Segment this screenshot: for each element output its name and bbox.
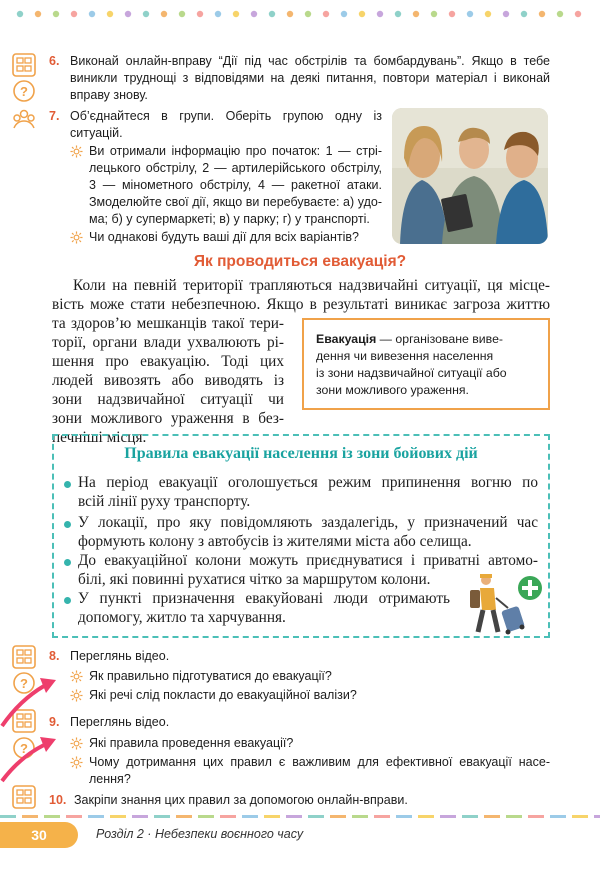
task-number: 8. (49, 649, 60, 663)
text-line: шення про евакуацію. Тоді цих (52, 353, 284, 370)
decorative-dot (269, 11, 275, 17)
decorative-dot (557, 11, 563, 17)
text-line: У пункті призначення евакуйовані люди отримають (78, 590, 450, 607)
footer-dash (242, 815, 258, 818)
decorative-dot (377, 11, 383, 17)
text-line: печніші місця. (52, 429, 147, 446)
decorative-dot (179, 11, 185, 17)
task-number: 10. (49, 793, 67, 807)
evacuee-with-suitcase-icon (464, 572, 546, 638)
footer-dash (88, 815, 104, 818)
group-work-icon (11, 106, 37, 132)
decorative-dot (449, 11, 455, 17)
text-line: дення чи вивезення населення (316, 349, 494, 363)
text-line: білі, які повинні рухатися чітко за маршрутом колони. (78, 571, 431, 588)
decorative-dot (431, 11, 437, 17)
svg-text:?: ? (20, 741, 28, 756)
decorative-dot (485, 11, 491, 17)
task-7-question: Чи однакові будуть ваші дії для всіх варіантів? (89, 230, 359, 244)
paragraph-left (52, 314, 284, 447)
text-line: Чому дотримання цих правил є важливим для ефективної евакуації насе- (89, 755, 550, 769)
decorative-dot (233, 11, 239, 17)
text-line: У локації, про яку повідомляють заздалегідь, у призначений час (78, 514, 538, 531)
text-line: вправу знову. (70, 88, 148, 102)
bullet-icon (64, 521, 71, 528)
question-icon (11, 78, 37, 104)
decorative-dot (125, 11, 131, 17)
footer-dash (22, 815, 38, 818)
decorative-dot (467, 11, 473, 17)
svg-text:?: ? (20, 84, 28, 99)
sun-bullet-icon (70, 737, 83, 750)
decorative-dot (575, 11, 581, 17)
text-line: зони можливого ураження. (316, 383, 469, 397)
decorative-dot (503, 11, 509, 17)
decorative-dot (71, 11, 77, 17)
footer-dash (374, 815, 390, 818)
footer-dash (594, 815, 600, 818)
decorative-dot (323, 11, 329, 17)
interactive-exercise-icon (11, 784, 37, 810)
svg-text:?: ? (20, 676, 28, 691)
decorative-dots (0, 9, 600, 19)
footer-dash (462, 815, 478, 818)
definition-box (302, 318, 550, 410)
footer-dash (396, 815, 412, 818)
decorative-dot (89, 11, 95, 17)
text-line: виникли труднощі з відповідями на деякі питання, повтори матеріал і виконай (70, 71, 550, 85)
decorative-dot (53, 11, 59, 17)
decorative-dot (143, 11, 149, 17)
footer-dash (66, 815, 82, 818)
sun-bullet-icon (70, 145, 83, 158)
decorative-dot (197, 11, 203, 17)
decorative-dot (17, 11, 23, 17)
text-line: На період евакуації оголошується режим припинення вогню по (78, 474, 538, 491)
text-line: Змоделюйте свої дії, якщо ви перебуваєте: а) удо- (89, 195, 382, 209)
section-title: Як проводиться евакуація? (193, 253, 407, 270)
interactive-exercise-icon (11, 52, 37, 78)
footer-dash (440, 815, 456, 818)
text-line: ситуацій. (70, 126, 123, 140)
rule-item (78, 513, 538, 551)
rule-item (78, 589, 450, 627)
footer-dash (308, 815, 324, 818)
bullet-icon (64, 559, 71, 566)
text-line: Ви отримали інформацію про початок: 1 — стрі- (89, 144, 382, 158)
footer-dash (0, 815, 16, 818)
text-line: ма; б) у супермаркеті; в) у парку; г) у транспорті. (89, 212, 370, 226)
text-line: 3 — мінометного обстрілу, 4 — ракетної атаки. (89, 178, 382, 192)
task-9-text: Переглянь відео. (70, 715, 170, 729)
sun-bullet-icon (70, 689, 83, 702)
decorative-dot (413, 11, 419, 17)
task-number: 7. (49, 109, 60, 123)
footer-dash (484, 815, 500, 818)
text-line: всій лінії руху транспорту. (78, 493, 251, 510)
decorative-dot (107, 11, 113, 17)
footer-dash (418, 815, 434, 818)
sun-bullet-icon (70, 756, 83, 769)
text-line: із зони надзвичайної ситуації або (316, 366, 507, 380)
students-photo (392, 108, 548, 244)
footer-dash (176, 815, 192, 818)
text-line: зони надзвичайної ситуації чи (52, 391, 284, 408)
text-line: лення? (89, 772, 131, 786)
footer-dash (330, 815, 346, 818)
footer-dash (352, 815, 368, 818)
decorative-dot (359, 11, 365, 17)
decorative-dot (305, 11, 311, 17)
footer-dash (550, 815, 566, 818)
text-line: людей вивозять або виводять із (52, 372, 284, 389)
text-line: формують колону з автобусів із жителями міста або селища. (78, 533, 472, 550)
bullet-icon (64, 481, 71, 488)
task-10-text: Закріпи знання цих правил за допомогою онлайн-вправи. (74, 793, 408, 807)
video-question: Які правила проведення евакуації? (89, 736, 294, 750)
chapter-title: Розділ 2 · Небезпеки воєнного часу (96, 827, 304, 841)
decorative-dot (521, 11, 527, 17)
rule-item (78, 473, 538, 511)
text-line: торії, органи влади ухвалюють рі- (52, 334, 284, 351)
task-8-text: Переглянь відео. (70, 649, 170, 663)
footer-dash (572, 815, 588, 818)
bullet-icon (64, 597, 71, 604)
task-6-text (70, 53, 550, 104)
sun-bullet-icon (70, 231, 83, 244)
footer-dash (154, 815, 170, 818)
text-line: та здоров’ю мешканців такої тери- (52, 315, 284, 332)
decorative-dot (395, 11, 401, 17)
footer-dash (506, 815, 522, 818)
decorative-dot (287, 11, 293, 17)
arrow-icon (0, 725, 60, 785)
footer-dash (264, 815, 280, 818)
task-number: 6. (49, 54, 60, 68)
footer-dash (286, 815, 302, 818)
text-line: Виконай онлайн-вправу “Дії під час обстрілів та бомбардувань”. Якщо в тебе (70, 54, 550, 68)
footer-dash (132, 815, 148, 818)
text-line: зони можливого ураження в без- (52, 410, 284, 427)
rules-box (52, 434, 550, 638)
text-line: допомогу, житло та харчування. (78, 609, 286, 626)
task-number: 9. (49, 715, 60, 729)
decorative-dot (35, 11, 41, 17)
decorative-dot (341, 11, 347, 17)
video-question: Які речі слід покласти до евакуаційної валізи? (89, 688, 357, 702)
decorative-dot (161, 11, 167, 17)
text-line: Коли на певній території трапляються надзвичайні ситуації, ця місце- (73, 277, 550, 294)
sun-bullet-icon (70, 670, 83, 683)
text-line: Об’єднайтеся в групи. Оберіть групою одну із (70, 109, 382, 123)
text-line: До евакуаційної колони можуть приєднуватися і приватні автомо- (78, 552, 538, 569)
rules-title: Правила евакуації населення із зони бойових дій (124, 445, 478, 462)
footer-dash (198, 815, 214, 818)
decorative-dot (215, 11, 221, 17)
decorative-dot (539, 11, 545, 17)
text-line: вість може стати небезпечною. Якщо в результаті виникає загроза життю (52, 296, 550, 313)
definition-text: — організоване виве- (376, 332, 503, 346)
video-question: Як правильно підготуватися до евакуації? (89, 669, 332, 683)
footer-dash (220, 815, 236, 818)
text-line: лецького обстрілу, 2 — артилерійського обстрілу, (89, 161, 382, 175)
page-number: 30 (0, 822, 78, 848)
definition-term: Евакуація (316, 332, 377, 346)
footer-divider (0, 814, 600, 820)
paragraph (52, 276, 550, 314)
task-7-text (70, 108, 382, 142)
video-question (89, 754, 550, 788)
decorative-dot (251, 11, 257, 17)
footer-dash (528, 815, 544, 818)
footer-dash (110, 815, 126, 818)
footer-dash (44, 815, 60, 818)
task-7-situation (89, 143, 382, 228)
